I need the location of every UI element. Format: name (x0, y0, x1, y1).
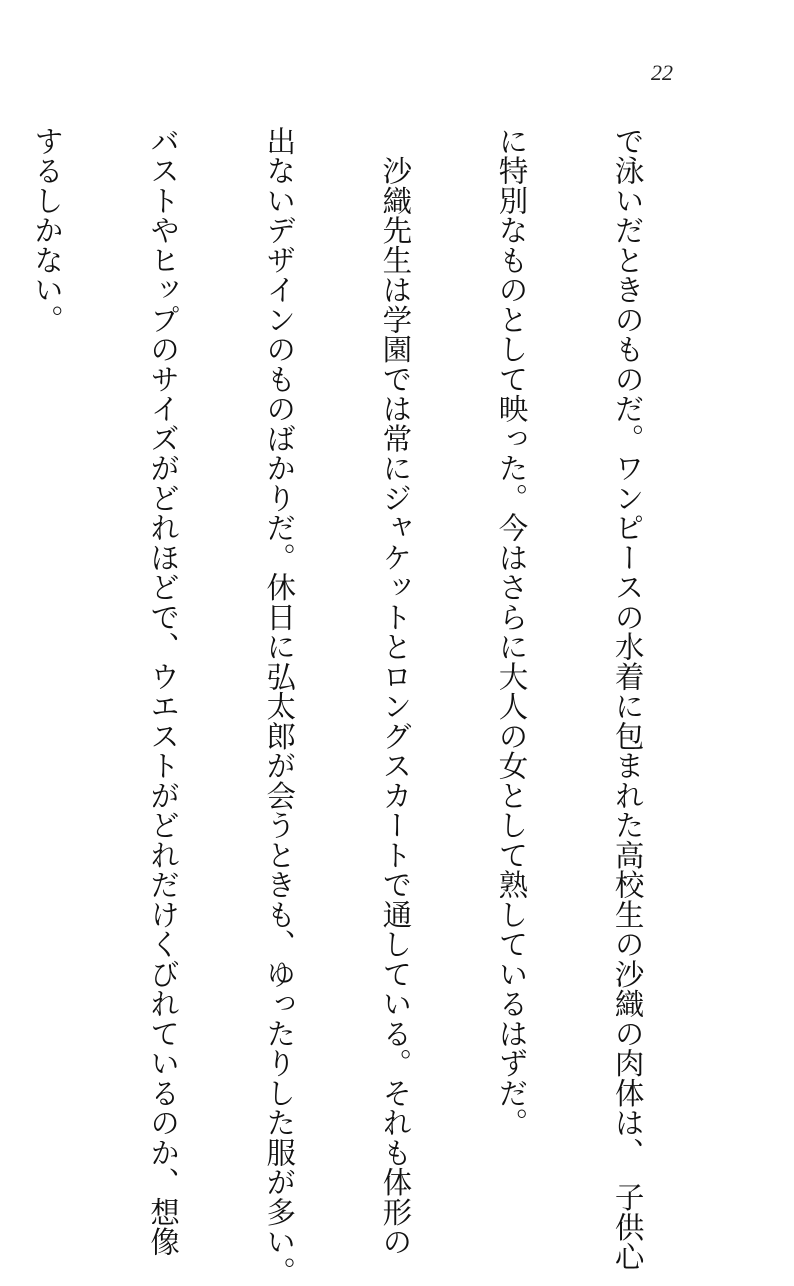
text-line: 出ないデザインのものばかりだ。休日に弘太郎が会うときも、ゆったりした服が多い。 (262, 126, 297, 1286)
text-line: するしかない。 (30, 126, 65, 335)
text-line (608, 126, 647, 1272)
text-line: バストやヒップのサイズがどれほどで、ウエストがどれだけくびれているのか、想像 (146, 126, 181, 1257)
page-number: 22 (651, 60, 673, 85)
novel-text-block (0, 126, 724, 1286)
text-line: に特別なものとして映った。今はさらに大人の女として熟しているはずだ。 (494, 126, 529, 1138)
text-line-start: で泳いだときのものだ。ワンピースの水着に包まれた高校生の沙織の肉体は、 (610, 126, 645, 1153)
text-line: 沙織先生は学園では常にジャケットとロングスカートで通している。それも体形の (378, 126, 413, 1257)
text-line-end: 子供心 (610, 1152, 645, 1272)
